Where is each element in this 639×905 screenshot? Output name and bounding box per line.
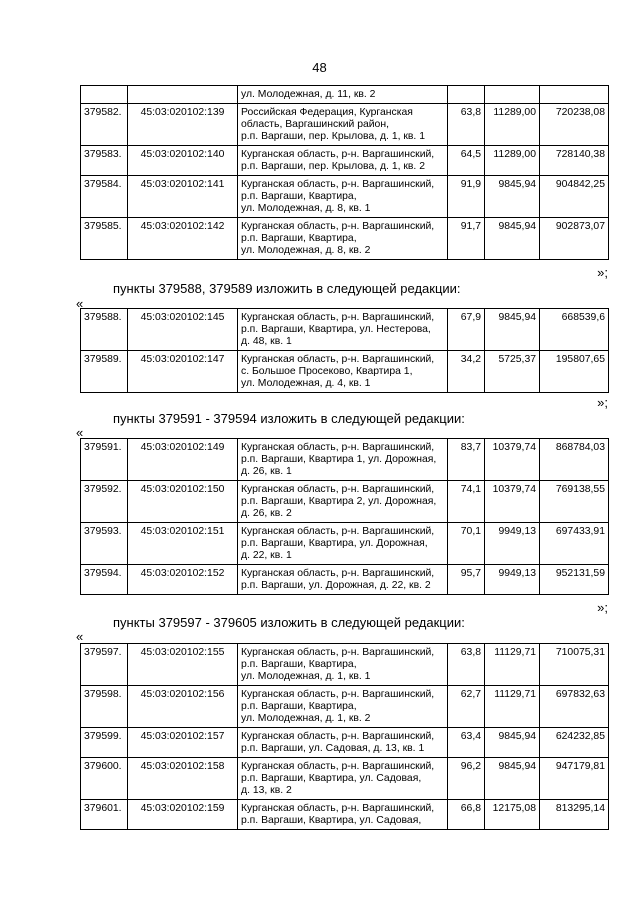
address-cell: [238, 644, 448, 686]
area-cell: 63,4: [448, 728, 485, 758]
area-cell: 34,2: [448, 351, 485, 393]
item-number-cell: 379582.: [81, 104, 128, 146]
address-line: Курганская область, р-н. Варгашинский,: [241, 354, 435, 365]
address-line: Курганская область, р-н. Варгашинский,: [241, 568, 435, 579]
address-cell: [238, 800, 448, 830]
price-per-sqm-cell: [485, 86, 540, 104]
cadastral-number-cell: 45:03:020102:158: [128, 758, 238, 800]
area-cell: 62,7: [448, 686, 485, 728]
address-line: р.п. Варгаши, Квартира,: [241, 701, 357, 712]
cadastral-number-cell: 45:03:020102:147: [128, 351, 238, 393]
price-per-sqm-cell: 9845,94: [485, 176, 540, 218]
address-line: д. 48, кв. 1: [241, 336, 292, 347]
item-number-cell: 379585.: [81, 218, 128, 260]
cadastral-number-cell: 45:03:020102:159: [128, 800, 238, 830]
cadastral-number-cell: 45:03:020102:142: [128, 218, 238, 260]
address-line: р.п. Варгаши, Квартира,: [241, 233, 357, 244]
property-table: [80, 85, 609, 260]
item-number-cell: 379599.: [81, 728, 128, 758]
address-line: р.п. Варгаши, Квартира 1, ул. Дорожная,: [241, 454, 437, 465]
address-line: д. 22, кв. 1: [241, 550, 292, 561]
cadastral-number-cell: [128, 86, 238, 104]
address-line: ул. Молодежная, д. 1, кв. 1: [241, 671, 371, 682]
address-cell: [238, 309, 448, 351]
item-number-cell: 379588.: [81, 309, 128, 351]
total-value-cell: 902873,07: [540, 218, 609, 260]
address-line: д. 26, кв. 1: [241, 466, 292, 477]
address-line: ул. Молодежная, д. 11, кв. 2: [241, 89, 376, 100]
price-per-sqm-cell: 11289,00: [485, 104, 540, 146]
cadastral-number-cell: 45:03:020102:157: [128, 728, 238, 758]
opening-quote: «: [76, 629, 84, 644]
item-number-cell: 379589.: [81, 351, 128, 393]
address-line: Курганская область, р-н. Варгашинский,: [241, 179, 435, 190]
area-cell: 74,1: [448, 481, 485, 523]
area-cell: 96,2: [448, 758, 485, 800]
total-value-cell: 697832,63: [540, 686, 609, 728]
total-value-cell: 697433,91: [540, 523, 609, 565]
address-line: р.п. Варгаши, Квартира, ул. Дорожная,: [241, 538, 428, 549]
table-row: [81, 104, 609, 146]
cadastral-number-cell: 45:03:020102:140: [128, 146, 238, 176]
total-value-cell: 720238,08: [540, 104, 609, 146]
total-value-cell: 947179,81: [540, 758, 609, 800]
cadastral-number-cell: 45:03:020102:139: [128, 104, 238, 146]
address-cell: [238, 86, 448, 104]
cadastral-number-cell: 45:03:020102:141: [128, 176, 238, 218]
address-line: ул. Молодежная, д. 1, кв. 2: [241, 713, 371, 724]
total-value-cell: 710075,31: [540, 644, 609, 686]
address-cell: [238, 351, 448, 393]
price-per-sqm-cell: 9845,94: [485, 309, 540, 351]
address-line: Курганская область, р-н. Варгашинский,: [241, 312, 435, 323]
area-cell: 83,7: [448, 439, 485, 481]
address-cell: [238, 218, 448, 260]
cadastral-number-cell: 45:03:020102:155: [128, 644, 238, 686]
price-per-sqm-cell: 9845,94: [485, 758, 540, 800]
area-cell: 91,9: [448, 176, 485, 218]
total-value-cell: 952131,59: [540, 565, 609, 595]
total-value-cell: 904842,25: [540, 176, 609, 218]
address-line: р.п. Варгаши, ул. Садовая, д. 13, кв. 1: [241, 743, 425, 754]
address-line: область, Варгашинский район,: [241, 119, 389, 130]
total-value-cell: 195807,65: [540, 351, 609, 393]
table-row: [81, 439, 609, 481]
address-cell: [238, 758, 448, 800]
table-row: [81, 146, 609, 176]
price-per-sqm-cell: 9949,13: [485, 523, 540, 565]
table-row: [81, 86, 609, 104]
item-number-cell: 379593.: [81, 523, 128, 565]
address-line: д. 13, кв. 2: [241, 785, 292, 796]
opening-quote: «: [76, 425, 84, 440]
price-per-sqm-cell: 5725,37: [485, 351, 540, 393]
address-cell: [238, 104, 448, 146]
area-cell: 91,7: [448, 218, 485, 260]
address-line: р.п. Варгаши, ул. Дорожная, д. 22, кв. 2: [241, 580, 431, 591]
area-cell: 95,7: [448, 565, 485, 595]
address-line: Курганская область, р-н. Варгашинский,: [241, 761, 435, 772]
total-value-cell: [540, 86, 609, 104]
address-line: р.п. Варгаши, Квартира,: [241, 659, 357, 670]
closing-quote: »;: [597, 265, 608, 280]
total-value-cell: 868784,03: [540, 439, 609, 481]
cadastral-number-cell: 45:03:020102:156: [128, 686, 238, 728]
total-value-cell: 813295,14: [540, 800, 609, 830]
table-row: [81, 351, 609, 393]
address-line: р.п. Варгаши, пер. Крылова, д. 1, кв. 1: [241, 131, 425, 142]
amendment-instruction: пункты 379591 - 379594 изложить в следующей редакции:: [113, 411, 465, 426]
price-per-sqm-cell: 11129,71: [485, 644, 540, 686]
area-cell: 63,8: [448, 644, 485, 686]
address-line: р.п. Варгаши, Квартира, ул. Садовая,: [241, 815, 422, 826]
total-value-cell: 668539,6: [540, 309, 609, 351]
address-line: с. Большое Просеково, Квартира 1,: [241, 366, 413, 377]
item-number-cell: 379591.: [81, 439, 128, 481]
item-number-cell: 379601.: [81, 800, 128, 830]
property-table: [80, 308, 609, 393]
amendment-instruction: пункты 379588, 379589 изложить в следующей редакции:: [113, 281, 461, 296]
address-line: Курганская область, р-н. Варгашинский,: [241, 221, 435, 232]
area-cell: 63,8: [448, 104, 485, 146]
item-number-cell: 379598.: [81, 686, 128, 728]
opening-quote: «: [76, 296, 84, 311]
table-row: [81, 565, 609, 595]
price-per-sqm-cell: 9845,94: [485, 728, 540, 758]
address-cell: [238, 146, 448, 176]
property-table: [80, 438, 609, 595]
area-cell: 67,9: [448, 309, 485, 351]
table-row: [81, 758, 609, 800]
property-table: [80, 643, 609, 830]
table-row: [81, 481, 609, 523]
address-cell: [238, 481, 448, 523]
table-row: [81, 728, 609, 758]
closing-quote: »;: [597, 395, 608, 410]
closing-quote: »;: [597, 600, 608, 615]
address-line: р.п. Варгаши, Квартира, ул. Нестерова,: [241, 324, 431, 335]
price-per-sqm-cell: 11289,00: [485, 146, 540, 176]
cadastral-number-cell: 45:03:020102:145: [128, 309, 238, 351]
price-per-sqm-cell: 10379,74: [485, 481, 540, 523]
item-number-cell: 379594.: [81, 565, 128, 595]
address-line: ул. Молодежная, д. 8, кв. 1: [241, 203, 371, 214]
price-per-sqm-cell: 9845,94: [485, 218, 540, 260]
address-cell: [238, 176, 448, 218]
address-line: ул. Молодежная, д. 4, кв. 1: [241, 378, 371, 389]
item-number-cell: 379597.: [81, 644, 128, 686]
table-row: [81, 309, 609, 351]
table-row: [81, 800, 609, 830]
item-number-cell: 379584.: [81, 176, 128, 218]
address-cell: [238, 565, 448, 595]
item-number-cell: 379592.: [81, 481, 128, 523]
address-cell: [238, 728, 448, 758]
address-line: д. 26, кв. 2: [241, 508, 292, 519]
table-row: [81, 523, 609, 565]
cadastral-number-cell: 45:03:020102:151: [128, 523, 238, 565]
address-line: Курганская область, р-н. Варгашинский,: [241, 803, 435, 814]
cadastral-number-cell: 45:03:020102:150: [128, 481, 238, 523]
address-line: ул. Молодежная, д. 8, кв. 2: [241, 245, 371, 256]
price-per-sqm-cell: 10379,74: [485, 439, 540, 481]
address-line: Курганская область, р-н. Варгашинский,: [241, 689, 435, 700]
table-row: [81, 686, 609, 728]
address-cell: [238, 686, 448, 728]
address-line: Курганская область, р-н. Варгашинский,: [241, 647, 435, 658]
total-value-cell: 728140,38: [540, 146, 609, 176]
area-cell: [448, 86, 485, 104]
address-line: р.п. Варгаши, Квартира 2, ул. Дорожная,: [241, 496, 437, 507]
cadastral-number-cell: 45:03:020102:152: [128, 565, 238, 595]
address-line: р.п. Варгаши, Квартира,: [241, 191, 357, 202]
item-number-cell: 379600.: [81, 758, 128, 800]
area-cell: 64,5: [448, 146, 485, 176]
table-row: [81, 176, 609, 218]
address-line: Российская Федерация, Курганская: [241, 107, 413, 118]
page-number: 48: [312, 60, 327, 75]
address-cell: [238, 439, 448, 481]
table-row: [81, 644, 609, 686]
price-per-sqm-cell: 11129,71: [485, 686, 540, 728]
address-line: Курганская область, р-н. Варгашинский,: [241, 731, 435, 742]
amendment-instruction: пункты 379597 - 379605 изложить в следующей редакции:: [113, 615, 465, 630]
price-per-sqm-cell: 9949,13: [485, 565, 540, 595]
item-number-cell: [81, 86, 128, 104]
address-line: р.п. Варгаши, Квартира, ул. Садовая,: [241, 773, 422, 784]
address-line: Курганская область, р-н. Варгашинский,: [241, 442, 435, 453]
address-line: р.п. Варгаши, пер. Крылова, д. 1, кв. 2: [241, 161, 425, 172]
address-line: Курганская область, р-н. Варгашинский,: [241, 526, 435, 537]
table-row: [81, 218, 609, 260]
total-value-cell: 624232,85: [540, 728, 609, 758]
cadastral-number-cell: 45:03:020102:149: [128, 439, 238, 481]
price-per-sqm-cell: 12175,08: [485, 800, 540, 830]
item-number-cell: 379583.: [81, 146, 128, 176]
address-line: Курганская область, р-н. Варгашинский,: [241, 484, 435, 495]
total-value-cell: 769138,55: [540, 481, 609, 523]
address-line: Курганская область, р-н. Варгашинский,: [241, 149, 435, 160]
area-cell: 66,8: [448, 800, 485, 830]
address-cell: [238, 523, 448, 565]
area-cell: 70,1: [448, 523, 485, 565]
